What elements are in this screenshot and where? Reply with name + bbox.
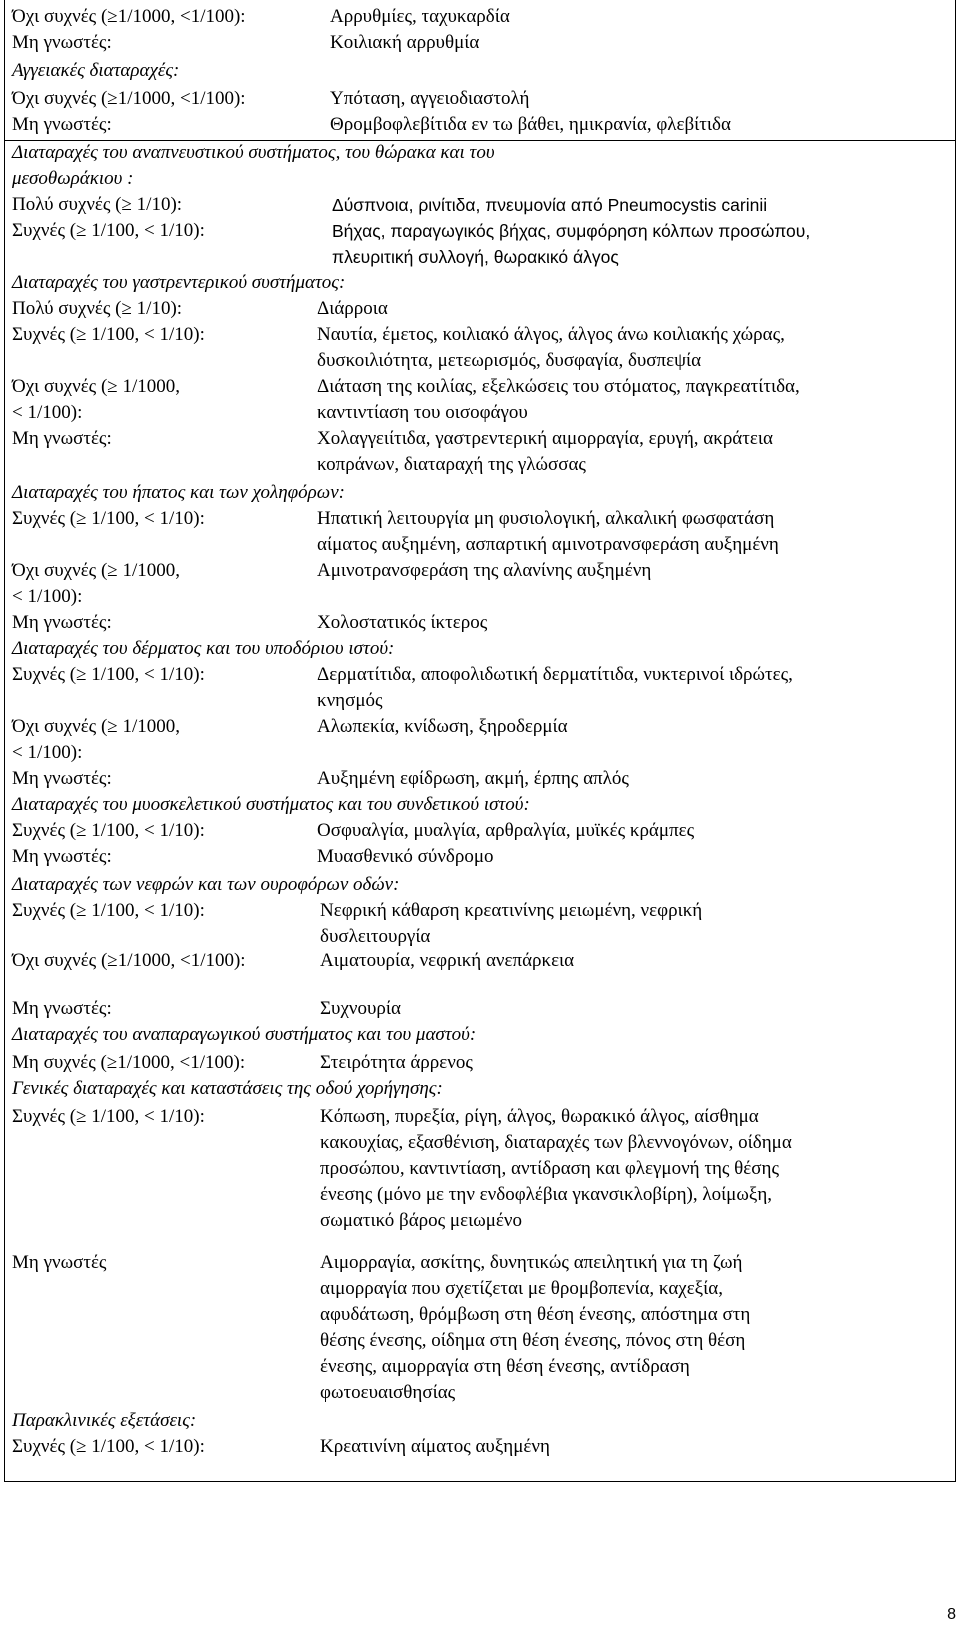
- table-row: [12, 766, 946, 792]
- table-row: [12, 532, 946, 558]
- table-row: [12, 112, 946, 138]
- frequency-label: Μη γνωστές:: [12, 768, 112, 789]
- adverse-reaction-text: αίματος αυξημένη, ασπαρτική αμινοτρανσφεράση αυξημένη: [317, 534, 779, 555]
- section-title: Διαταραχές των νεφρών και των ουροφόρων οδών:: [12, 874, 400, 895]
- adverse-reaction-text: Αμινοτρανσφεράση της αλανίνης αυξημένη: [317, 560, 652, 581]
- frequency-label: Όχι συχνές (≥1/1000, <1/100):: [12, 88, 246, 109]
- section-header: [12, 480, 946, 506]
- frequency-label: Όχι συχνές (≥1/1000, <1/100):: [12, 950, 246, 971]
- table-row: [12, 714, 946, 740]
- section-header: [12, 140, 946, 166]
- frequency-label: Μη γνωστές:: [12, 428, 112, 449]
- table-row: [12, 426, 946, 452]
- adverse-reaction-text: Κοιλιακή αρρυθμία: [330, 32, 480, 53]
- adverse-reaction-text: Κρεατινίνη αίματος αυξημένη: [320, 1436, 550, 1457]
- table-row: [12, 610, 946, 636]
- section-header: [12, 166, 946, 192]
- frequency-label: Συχνές (≥ 1/100, < 1/10):: [12, 324, 205, 345]
- adverse-reaction-text: ένεσης (μόνο με την ενδοφλέβια γκανσικλοβίρη), λοίμωξη,: [320, 1184, 773, 1205]
- table-row: [12, 1050, 946, 1076]
- adverse-reaction-text: Βήχας, παραγωγικός βήχας, συμφόρηση κόλπων προσώπου,: [332, 221, 811, 241]
- table-row: [12, 1182, 946, 1208]
- adverse-reaction-text: δυσκοιλιότητα, μετεωρισμός, δυσφαγία, δυσπεψία: [317, 350, 702, 371]
- section-title: μεσοθωράκιου :: [12, 168, 134, 189]
- table-row: [12, 1302, 946, 1328]
- table-row: [12, 1104, 946, 1130]
- table-row: [12, 1328, 946, 1354]
- frequency-label: Συχνές (≥ 1/100, < 1/10):: [12, 220, 205, 241]
- adverse-reaction-text: Αιμορραγία, ασκίτης, δυνητικώς απειλητική για τη ζωή: [320, 1252, 743, 1273]
- table-row: [12, 322, 946, 348]
- table-row: [12, 506, 946, 532]
- table-row: [12, 1208, 946, 1234]
- adverse-reaction-text: Διάρροια: [317, 298, 388, 319]
- adverse-reaction-text: προσώπου, καντιντίαση, αντίδραση και φλεγμονή της θέσης: [320, 1158, 779, 1179]
- adverse-reaction-text: Χολοστατικός ίκτερος: [317, 612, 488, 633]
- adverse-reaction-text: φωτοευαισθησίας: [320, 1382, 456, 1403]
- table-row: [12, 296, 946, 322]
- table-row: [12, 4, 946, 30]
- frequency-label: < 1/100):: [12, 742, 83, 763]
- frequency-label: Όχι συχνές (≥ 1/1000,: [12, 716, 180, 737]
- table-row: [12, 996, 946, 1022]
- section-title: Διαταραχές του μυοσκελετικού συστήματος και του συνδετικού ιστού:: [12, 794, 530, 815]
- adverse-reaction-text: κοπράνων, διαταραχή της γλώσσας: [317, 454, 586, 475]
- left-border: [4, 0, 5, 1482]
- adverse-reaction-text: σωματικό βάρος μειωμένο: [320, 1210, 522, 1231]
- frequency-label: Πολύ συχνές (≥ 1/10):: [12, 194, 183, 215]
- table-row: [12, 452, 946, 478]
- section-header: [12, 1022, 946, 1048]
- frequency-label: Μη γνωστές: [12, 1252, 107, 1273]
- table-row: [12, 218, 946, 244]
- section-title: Διαταραχές του ήπατος και των χοληφόρων:: [12, 482, 345, 503]
- table-row: [12, 86, 946, 112]
- adverse-reaction-text: δυσλειτουργία: [320, 926, 431, 947]
- table-row: [12, 1354, 946, 1380]
- section-header: [12, 636, 946, 662]
- page-number: 8: [947, 1606, 956, 1623]
- adverse-reaction-text: Ναυτία, έμετος, κοιλιακό άλγος, άλγος άνω κοιλιακής χώρας,: [317, 324, 785, 345]
- table-row: [12, 558, 946, 584]
- table-row: [12, 400, 946, 426]
- frequency-label: Όχι συχνές (≥ 1/1000,: [12, 376, 180, 397]
- adverse-reaction-text: θέσης ένεσης, οίδημα στη θέση ένεσης, πόνος στη θέση: [320, 1330, 746, 1351]
- table-row: [12, 818, 946, 844]
- adverse-reaction-text: πλευριτική συλλογή, θωρακικό άλγος: [332, 247, 619, 267]
- adverse-reaction-text: Δύσπνοια, ρινίτιδα, πνευμονία από Pneumocystis carinii: [332, 195, 768, 215]
- frequency-label: Μη γνωστές:: [12, 846, 112, 867]
- adverse-reaction-text: Θρομβοφλεβίτιδα εν τω βάθει, ημικρανία, φλεβίτιδα: [330, 114, 731, 135]
- table-row: [12, 348, 946, 374]
- table-row: [12, 740, 946, 766]
- section-title: Διαταραχές του δέρματος και του υποδόριου ιστού:: [12, 638, 395, 659]
- table-row: [12, 844, 946, 870]
- frequency-label: Συχνές (≥ 1/100, < 1/10):: [12, 1106, 205, 1127]
- adverse-reaction-text: Χολαγγειίτιδα, γαστρεντερική αιμορραγία, ερυγή, ακράτεια: [317, 428, 773, 449]
- table-row: [12, 898, 946, 924]
- adverse-reaction-text: Οσφυαλγία, μυαλγία, αρθραλγία, μυϊκές κράμπες: [317, 820, 695, 841]
- right-border: [955, 0, 956, 1482]
- table-row: [12, 584, 946, 610]
- frequency-label: < 1/100):: [12, 586, 83, 607]
- section-title: Γενικές διαταραχές και καταστάσεις της οδού χορήγησης:: [12, 1078, 443, 1099]
- frequency-label: Συχνές (≥ 1/100, < 1/10):: [12, 1436, 205, 1457]
- table-row: [12, 192, 946, 218]
- table-row: [12, 1156, 946, 1182]
- bottom-border: [4, 1481, 956, 1482]
- adverse-reaction-text: Διάταση της κοιλίας, εξελκώσεις του στόματος, παγκρεατίτιδα,: [317, 376, 800, 397]
- frequency-label: Πολύ συχνές (≥ 1/10):: [12, 298, 183, 319]
- table-row: [12, 948, 946, 974]
- frequency-label: Συχνές (≥ 1/100, < 1/10):: [12, 664, 205, 685]
- frequency-label: Όχι συχνές (≥1/1000, <1/100):: [12, 6, 246, 27]
- frequency-label: Όχι συχνές (≥ 1/1000,: [12, 560, 180, 581]
- adverse-reaction-text: Στειρότητα άρρενος: [320, 1052, 473, 1073]
- adverse-reaction-text: αιμορραγία που σχετίζεται με θρομβοπενία, καχεξία,: [320, 1278, 723, 1299]
- frequency-label: Μη γνωστές:: [12, 114, 112, 135]
- section-header: [12, 1076, 946, 1102]
- table-row: [12, 1130, 946, 1156]
- section-title: Διαταραχές του αναπνευστικού συστήματος, του θώρακα και του: [12, 142, 495, 163]
- frequency-label: Συχνές (≥ 1/100, < 1/10):: [12, 820, 205, 841]
- table-row: [12, 662, 946, 688]
- adverse-reaction-text: Αρρυθμίες, ταχυκαρδία: [330, 6, 510, 27]
- adverse-reaction-text: κακουχίας, εξασθένιση, διαταραχές των βλεννογόνων, οίδημα: [320, 1132, 792, 1153]
- table-row: [12, 30, 946, 56]
- table-row: [12, 244, 946, 270]
- adverse-reaction-text: Μυασθενικό σύνδρομο: [317, 846, 494, 867]
- adverse-reaction-text: Δερματίτιδα, αποφολιδωτική δερματίτιδα, νυκτερινοί ιδρώτες,: [317, 664, 793, 685]
- section-title: Διαταραχές του αναπαραγωγικού συστήματος και του μαστού:: [12, 1024, 477, 1045]
- table-row: [12, 924, 946, 950]
- frequency-label: Συχνές (≥ 1/100, < 1/10):: [12, 900, 205, 921]
- adverse-reaction-text: Υπόταση, αγγειοδιαστολή: [330, 88, 530, 109]
- section-title: Παρακλινικές εξετάσεις:: [12, 1410, 197, 1431]
- table-row: [12, 688, 946, 714]
- table-row: [12, 1276, 946, 1302]
- table-row: [12, 1380, 946, 1406]
- frequency-label: Μη γνωστές:: [12, 998, 112, 1019]
- frequency-label: Μη γνωστές:: [12, 612, 112, 633]
- adverse-reaction-text: Αυξημένη εφίδρωση, ακμή, έρπης απλός: [317, 768, 629, 789]
- adverse-reaction-text: Αιματουρία, νεφρική ανεπάρκεια: [320, 950, 575, 971]
- section-header: [12, 872, 946, 898]
- adverse-reaction-text: Νεφρική κάθαρση κρεατινίνης μειωμένη, νεφρική: [320, 900, 703, 921]
- section-header: [12, 792, 946, 818]
- frequency-label: < 1/100):: [12, 402, 83, 423]
- adverse-reaction-text: Κόπωση, πυρεξία, ρίγη, άλγος, θωρακικό άλγος, αίσθημα: [320, 1106, 759, 1127]
- frequency-label: Μη γνωστές:: [12, 32, 112, 53]
- section-header: [12, 58, 946, 84]
- section-title: Αγγειακές διαταραχές:: [12, 60, 180, 81]
- adverse-reaction-text: Αλωπεκία, κνίδωση, ξηροδερμία: [317, 716, 568, 737]
- adverse-reaction-text: κνησμός: [317, 690, 383, 711]
- frequency-label: Συχνές (≥ 1/100, < 1/10):: [12, 508, 205, 529]
- adverse-reaction-text: Συχνουρία: [320, 998, 401, 1019]
- table-row: [12, 374, 946, 400]
- adverse-reaction-text: αφυδάτωση, θρόμβωση στη θέση ένεσης, απόστημα στη: [320, 1304, 751, 1325]
- section-header: [12, 270, 946, 296]
- adverse-reaction-text: ένεσης, αιμορραγία στη θέση ένεσης, αντίδραση: [320, 1356, 690, 1377]
- table-row: [12, 1250, 946, 1276]
- section-title: Διαταραχές του γαστρεντερικού συστήματος:: [12, 272, 346, 293]
- table-row: [12, 1434, 946, 1460]
- adverse-reaction-text: Ηπατική λειτουργία μη φυσιολογική, αλκαλική φωσφατάση: [317, 508, 775, 529]
- frequency-label: Μη συχνές (≥1/1000, <1/100):: [12, 1052, 246, 1073]
- adverse-reaction-text: καντιντίαση του οισοφάγου: [317, 402, 528, 423]
- section-header: [12, 1408, 946, 1434]
